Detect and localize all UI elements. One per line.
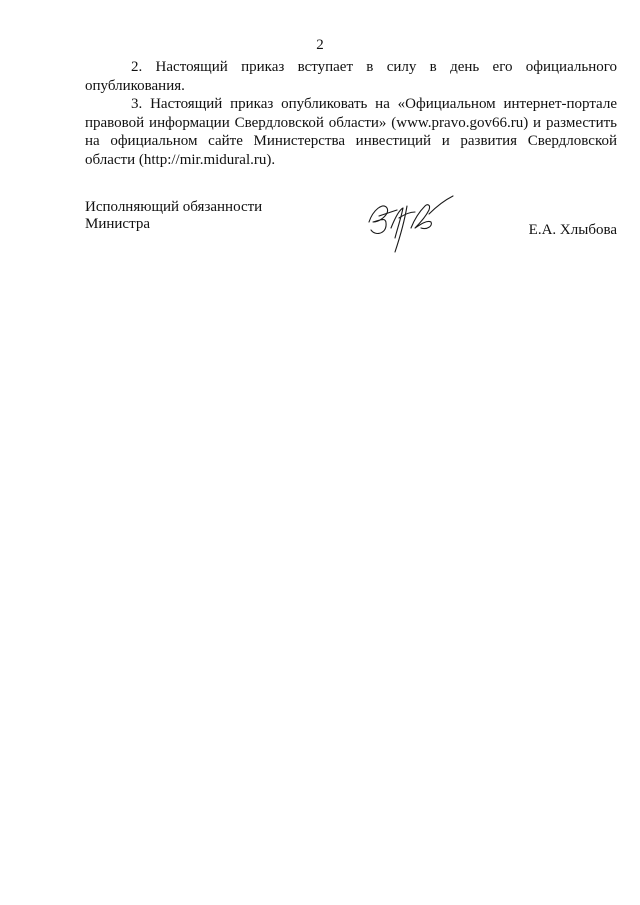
document-body: [85, 58, 617, 169]
paragraph-publication: 3. Настоящий приказ опубликовать на «Официальном интернет-портале правовой информации Свердловской области» (www.pravo.gov66.ru) и разместить на официальном сайте Министерства инвестиций и развития Свердловской области (http://mir.midural.ru).: [85, 96, 617, 168]
page-number: 2: [316, 37, 324, 53]
signer-position-line-1: Исполняющий обязанности: [85, 199, 263, 215]
signer-position: [85, 199, 262, 233]
paragraph-effective-date: 2. Настоящий приказ вступает в силу в день его официального опубликования.: [85, 59, 617, 94]
handwritten-signature: [365, 188, 455, 256]
signer-name: Е.А. Хлыбова: [528, 222, 617, 238]
signer-position-line-2: Министра: [85, 216, 150, 232]
